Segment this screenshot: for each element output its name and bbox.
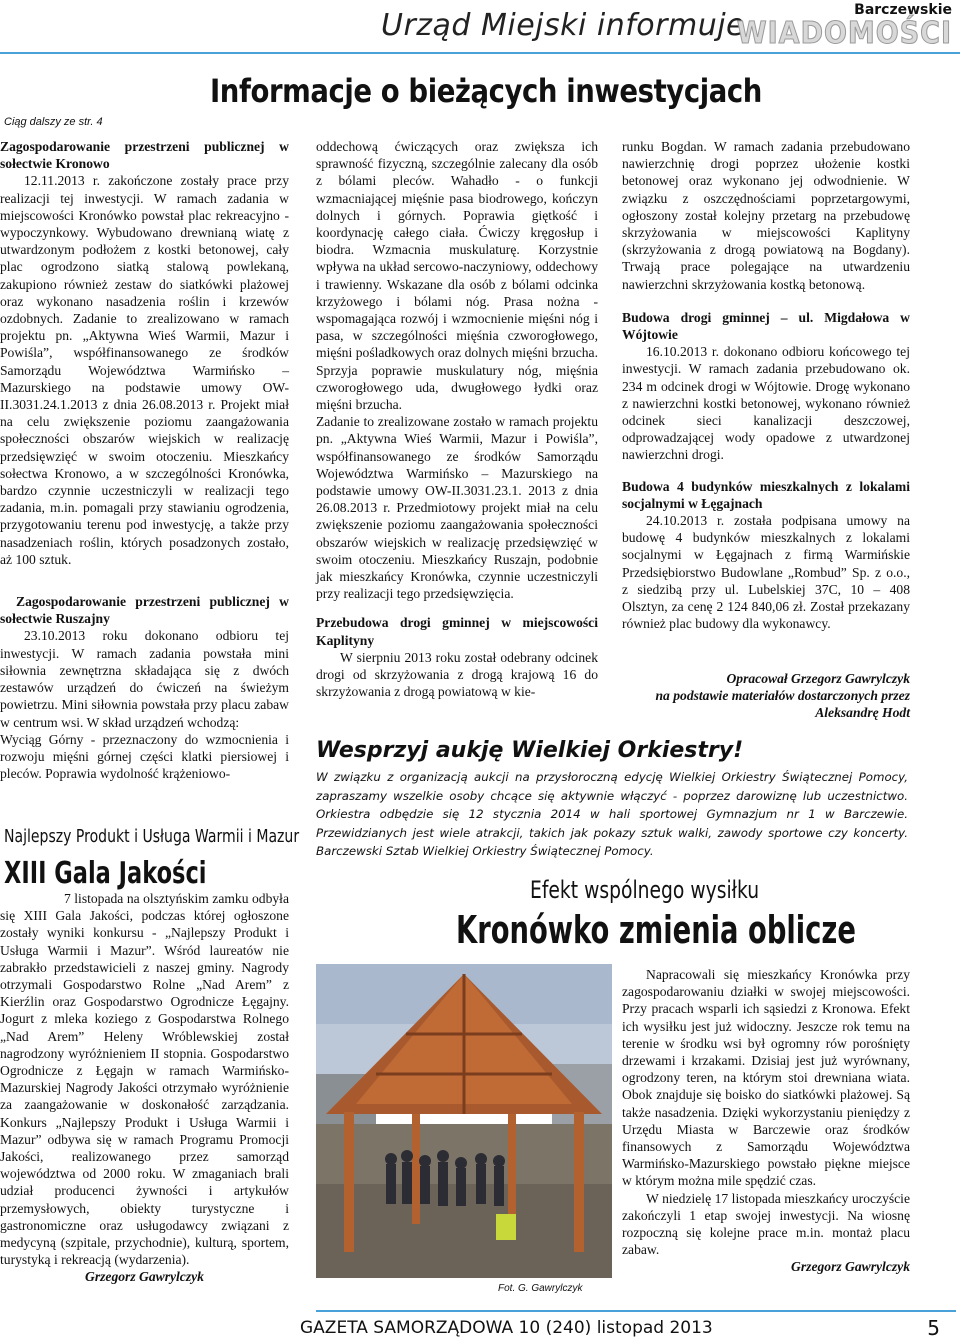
footer-publication: GAZETA SAMORZĄDOWA 10 (240) listopad 2013 [300,1318,713,1338]
page-title: Informacje o bieżących inwestycjach [210,72,762,110]
logo-main-text: WIADOMOŚCI [736,16,952,51]
wosp-body: W związku z organizacją aukcji na przysłoroczną edycję Wielkiej Orkiestry Świątecznej Pomocy, zapraszamy wszelkie osoby chcące się aktywnie włączyć - poprzez darowiznę lub uczestnictwo. Orkiestra odbędzie się 12 stycznia 2014 w hali sportowej Gymnazjum nr 1 w Barczewie. Przewidzianych jest wiele atrakcji, takich jak pokazy sztuk walki, zawody sportowe czy koncerty. Barczewski Sztab Wielkiej Orkiestry Świątecznej Pomocy. [316,770,908,859]
photo-credit: Fot. G. Gawrylczyk [498,1283,583,1294]
paragraph-wojtowo: 16.10.2013 r. dokonano odbioru końcowego tej inwestycji. W ramach zadania przebudowano ok. 234 m odcinek drogi w Wójtowie. Drogę wykonano z nawierzchni kostki betonowej, wykonano również odcinek sieci kanalizacji deszczowej, odprowadzającej wody opadowe z utwardzonej nawierzchni drogi. [622,344,910,463]
credit-author: Opracował Grzegorz Gawrylczyk [726,671,910,686]
section-header: Urząd Miejski informuje [380,8,745,43]
newspaper-logo [736,2,952,51]
efekt-paragraph-2: W niedzielę 17 listopada mieszkańcy uroczyście zakończyli 1 etap swojej inwestycji. Na wiosnę rozpoczną się kolejne prace m.in. montaż placu zabaw. [622,1190,910,1258]
efekt-article [622,966,910,1276]
paragraph-kaplityny: W sierpniu 2013 roku został odebrany odcinek drogi od skrzyżowania z drogą krajową 16 do skrzyżowania z drogą powiatową w kie- [316,649,598,700]
paragraph-wyciag: Wyciąg Górny - przeznaczony do wzmocnienia i rozwoju mięśni górnej części klatki piersiowej i pleców. Poprawia wydolność krążeniowo- [0,731,289,782]
gala-body: 7 listopada na olsztyńskim zamku odbyła się XIII Gala Jakości, podczas której ogłoszone zostały wyniki konkursu - „Najlepszy Produkt i Usługa Warmii i Mazur”. Wśród laureatów nie zabrakło przedstawicieli z naszej gminy. Nagrody otrzymali Gospodarstwo Rolne „Nad Arem” z Kierźlin oraz Gospodarstwo Ogrodnicze Łęgajny. Jogurt z mleka koziego z Gospodarstwa Rolnego „Nad Arem” Heleny Wróblewskiej został nagrodzony wyróżnieniem II stopnia. Gospodarstwo Ogrodnicze z Łęgajn w ramach Warmińsko-Mazurskiej Nagrody Jakości otrzymało wyróżnienie za zaangażowanie w doskonałość zarządzania. Konkurs „Najlepszy Produkt i Usługa Warmii i Mazur” odbywa się w ramach Programu Promocji Jakości, realizowanego przez samorząd województwa od 2000 roku. W zmaganiach brali udział producenci żywności i artykułów przemysłowych, obiekty turystyczne i gastronomiczne oraz usługodawcy związani z medycyną (szpitale, przychodnie), kulturą, sportem, turystyką i rekreacją (wydarzenia). [0,891,289,1268]
column-1 [0,138,289,782]
page-number: 5 [927,1316,940,1340]
paragraph-kronowo: 12.11.2013 r. zakończone zostały prace przy realizacji tej inwestycji. W ramach zadania w miejscowości Kronówko powstał plac rekreacyjno - wypoczynkowy. Wybudowano drewnianą wiatę z utwardzonym podłożem z kostki betonowej, cały plac ogrodzono siatką stalową powlekaną, zakupiono również zestaw do siatkówki plażowej oraz wykonano nasadzenia roślin i krzewów ozdobnych. Zadanie to zrealizowano w ramach projektu pn. „Aktywna Wieś Warmii, Mazur i Powiśla”, współfinansowanego ze środków Samorządu Województwa Warmińsko – Mazurskiego na podstawie umowy OW-II.3031.24.1.2013 z dnia 26.08.2013 r. Projekt miał na celu zwiększenie poziomu zaangażowania społeczności obszarów wiejskich w realizację przedsięwzięć w swoim otoczeniu. Mieszkańcy sołectwa Kronowo, a w szczególności Kronówka, bardzo czynnie uczestniczyli w realizacji tego zadania, m.in. pomagali przy stawianiu ogrodzenia, przygotowaniu terenu pod inwestycję, a także przy nasadzeniach roślin, których posadzonych zostało, aż 100 sztuk. [0,173,289,567]
gala-article [0,890,289,1286]
wosp-title: Wesprzyj aukję Wielkiej Orkiestry! [316,738,744,763]
spacer [622,464,910,478]
credits [600,670,910,722]
spacer [622,293,910,309]
efekt-paragraph-1: Napracowali się mieszkańcy Kronówka przy zagospodarowaniu działki w swojej miejscowości. Przy pracach wsparli ich sąsiedzi z Kronowa. Efekt ich wysiłku jest już widoczny. Jeszcze rok temu na terenie w środku wsi był ogromny rów porośnięty drzewami i krzakami. Dzisiaj jest już wyrównany, ogrodzony teren, na którym stoi drewniana wiata. Obok znajduje się boisko do siatkówki plażowej. Są także nasadzenia. Dzięki wykorzystaniu pieniędzy z Urzędu Miasta w Barczewie oraz środków finansowych z Samorządu Województwa Warmińsko-Mazurskiego powstało piękne miejsce w którym można mile spędzić czas. [622,967,910,1189]
gala-subtitle: Najlepszy Produkt i Usługa Warmii i Mazur [4,826,300,847]
heading-legajny: Budowa 4 budynków mieszkalnych z lokalami socjalnymi w Łęgajnach [622,478,910,511]
photo-gazebo [316,964,612,1278]
efekt-title: Kronówko zmienia oblicze [456,908,856,952]
efekt-signature: Grzegorz Gawrylczyk [791,1259,910,1275]
spacer [0,568,289,585]
continued-note: Ciąg dalszy ze str. 4 [4,116,103,128]
credit-person: Aleksandrę Hodt [815,705,910,721]
credit-source: na podstawie materiałów dostarczonych przez [655,688,910,704]
logo-top-text: Barczewskie [854,2,952,18]
gazebo-photo-illustration [316,964,612,1278]
heading-wojtowo: Budowa drogi gminnej – ul. Migdałowa w Wójtowie [622,309,910,343]
heading-kronowo: Zagospodarowanie przestrzeni publicznej w sołectwie Kronowo [0,139,289,172]
paragraph-ruszajny: 23.10.2013 roku dokonano odbioru tej inwestycji. W ramach zadania powstała mini siłownia zewnętrzna składająca się z dwóch zestawów urządzeń do ćwiczeń na świeżym powietrzu. Mini siłownia powstała przy placu zabaw w centrum wsi. W skład urządzeń wchodzą: [0,628,289,730]
gala-signature: Grzegorz Gawrylczyk [85,1269,204,1285]
paragraph-bogdany: runku Bogdan. W ramach zadania przebudowano nawierzchnię drogi poprzez ułożenie kostki betonowej oraz wykonano jej odwodnienie. W związku z oszczędnościami poprzetargowymi, ogłoszony został kolejny przetarg na przebudowę skrzyżowania w miejscowości Kaplityny (skrzyżowania z drogą powiatową na Bogdany). Trwają prace polegające na utwardzeniu nawierzchni skrzyżowania kostką betonową. [622,139,910,292]
heading-ruszajny: Zagospodarowanie przestrzeni publicznej w sołectwie Ruszajny [0,594,289,627]
paragraph-projekt-ruszajny: Zadanie to zrealizowane zostało w ramach projektu pn. „Aktywna Wieś Warmii, Mazur i Powiśla”, współfinansowanego ze środków Samorządu Województwa Warmińsko – Mazurskiego na podstawie umowy OW-II.3031.23.1. 2013 z dnia 26.08.2013 r. Przedmiotowy projekt miał na celu zwiększenie poziomu zaangażowania społeczności obszarów wiejskich w realizację przedsięwzięć w swoim otoczeniu. Mieszkańcy Ruszajn, podobnie jak mieszkańcy Kronówka, czynnie uczestniczyli przy realizacji tego przedsięwzięcia. [316,414,598,602]
column-2 [316,138,598,701]
paragraph-silownia: oddechową ćwiczących oraz zwiększa ich sprawność fizyczną, szczególnie zalecany dla osób z bólami pleców. Wahadło - o funkcji wzmacniającej mięśnie pasa biodrowego, kończyn dolnych i górnych. Poprawia giętkość i koordynację całego ciała. Ćwiczy kręgosłup i biodra. Wzmacnia muskulaturę. Korzystnie wpływa na układ sercowo-naczyniowy, oddechowy i trawienny. Wskazane dla osób z bólami odcinka krzyżowego i bólami nóg. Prasa nożna - wspomagająca rozwój i wzmocnienie mięśni nóg i pasa, w szczególności mięśnia czworogłowego, mięśni pośladkowych oraz dolnych mięśni brzucha. Sprzyja poprawie muskulatury nóg, mięśnia czworogłowego uda, dwugłowego łydki oraz mięśni brzucha. [316,139,598,413]
footer-rule [316,1310,956,1312]
gala-title: XIII Gala Jakości [4,856,207,891]
paragraph-legajny: 24.10.2013 r. została podpisana umowy na budowę 4 budynków mieszkalnych z lokalami socjalnymi w Łęgajnach z firmą Warmińskie Przedsiębiorstwo Budowlane „Rombud” Sp. z o.o., z siedzibą przy ul. Lubelskiej 37C, 10 – 408 Olsztyn, za cenę 2 124 840,06 zł. Został przekazany również plac budowy dla wykonawcy. [622,513,910,632]
efekt-subtitle: Efekt wspólnego wysiłku [530,876,760,904]
heading-kaplityny: Przebudowa drogi gminnej w miejscowości Kaplityny [316,615,598,648]
column-3 [622,138,910,632]
spacer [316,602,598,614]
